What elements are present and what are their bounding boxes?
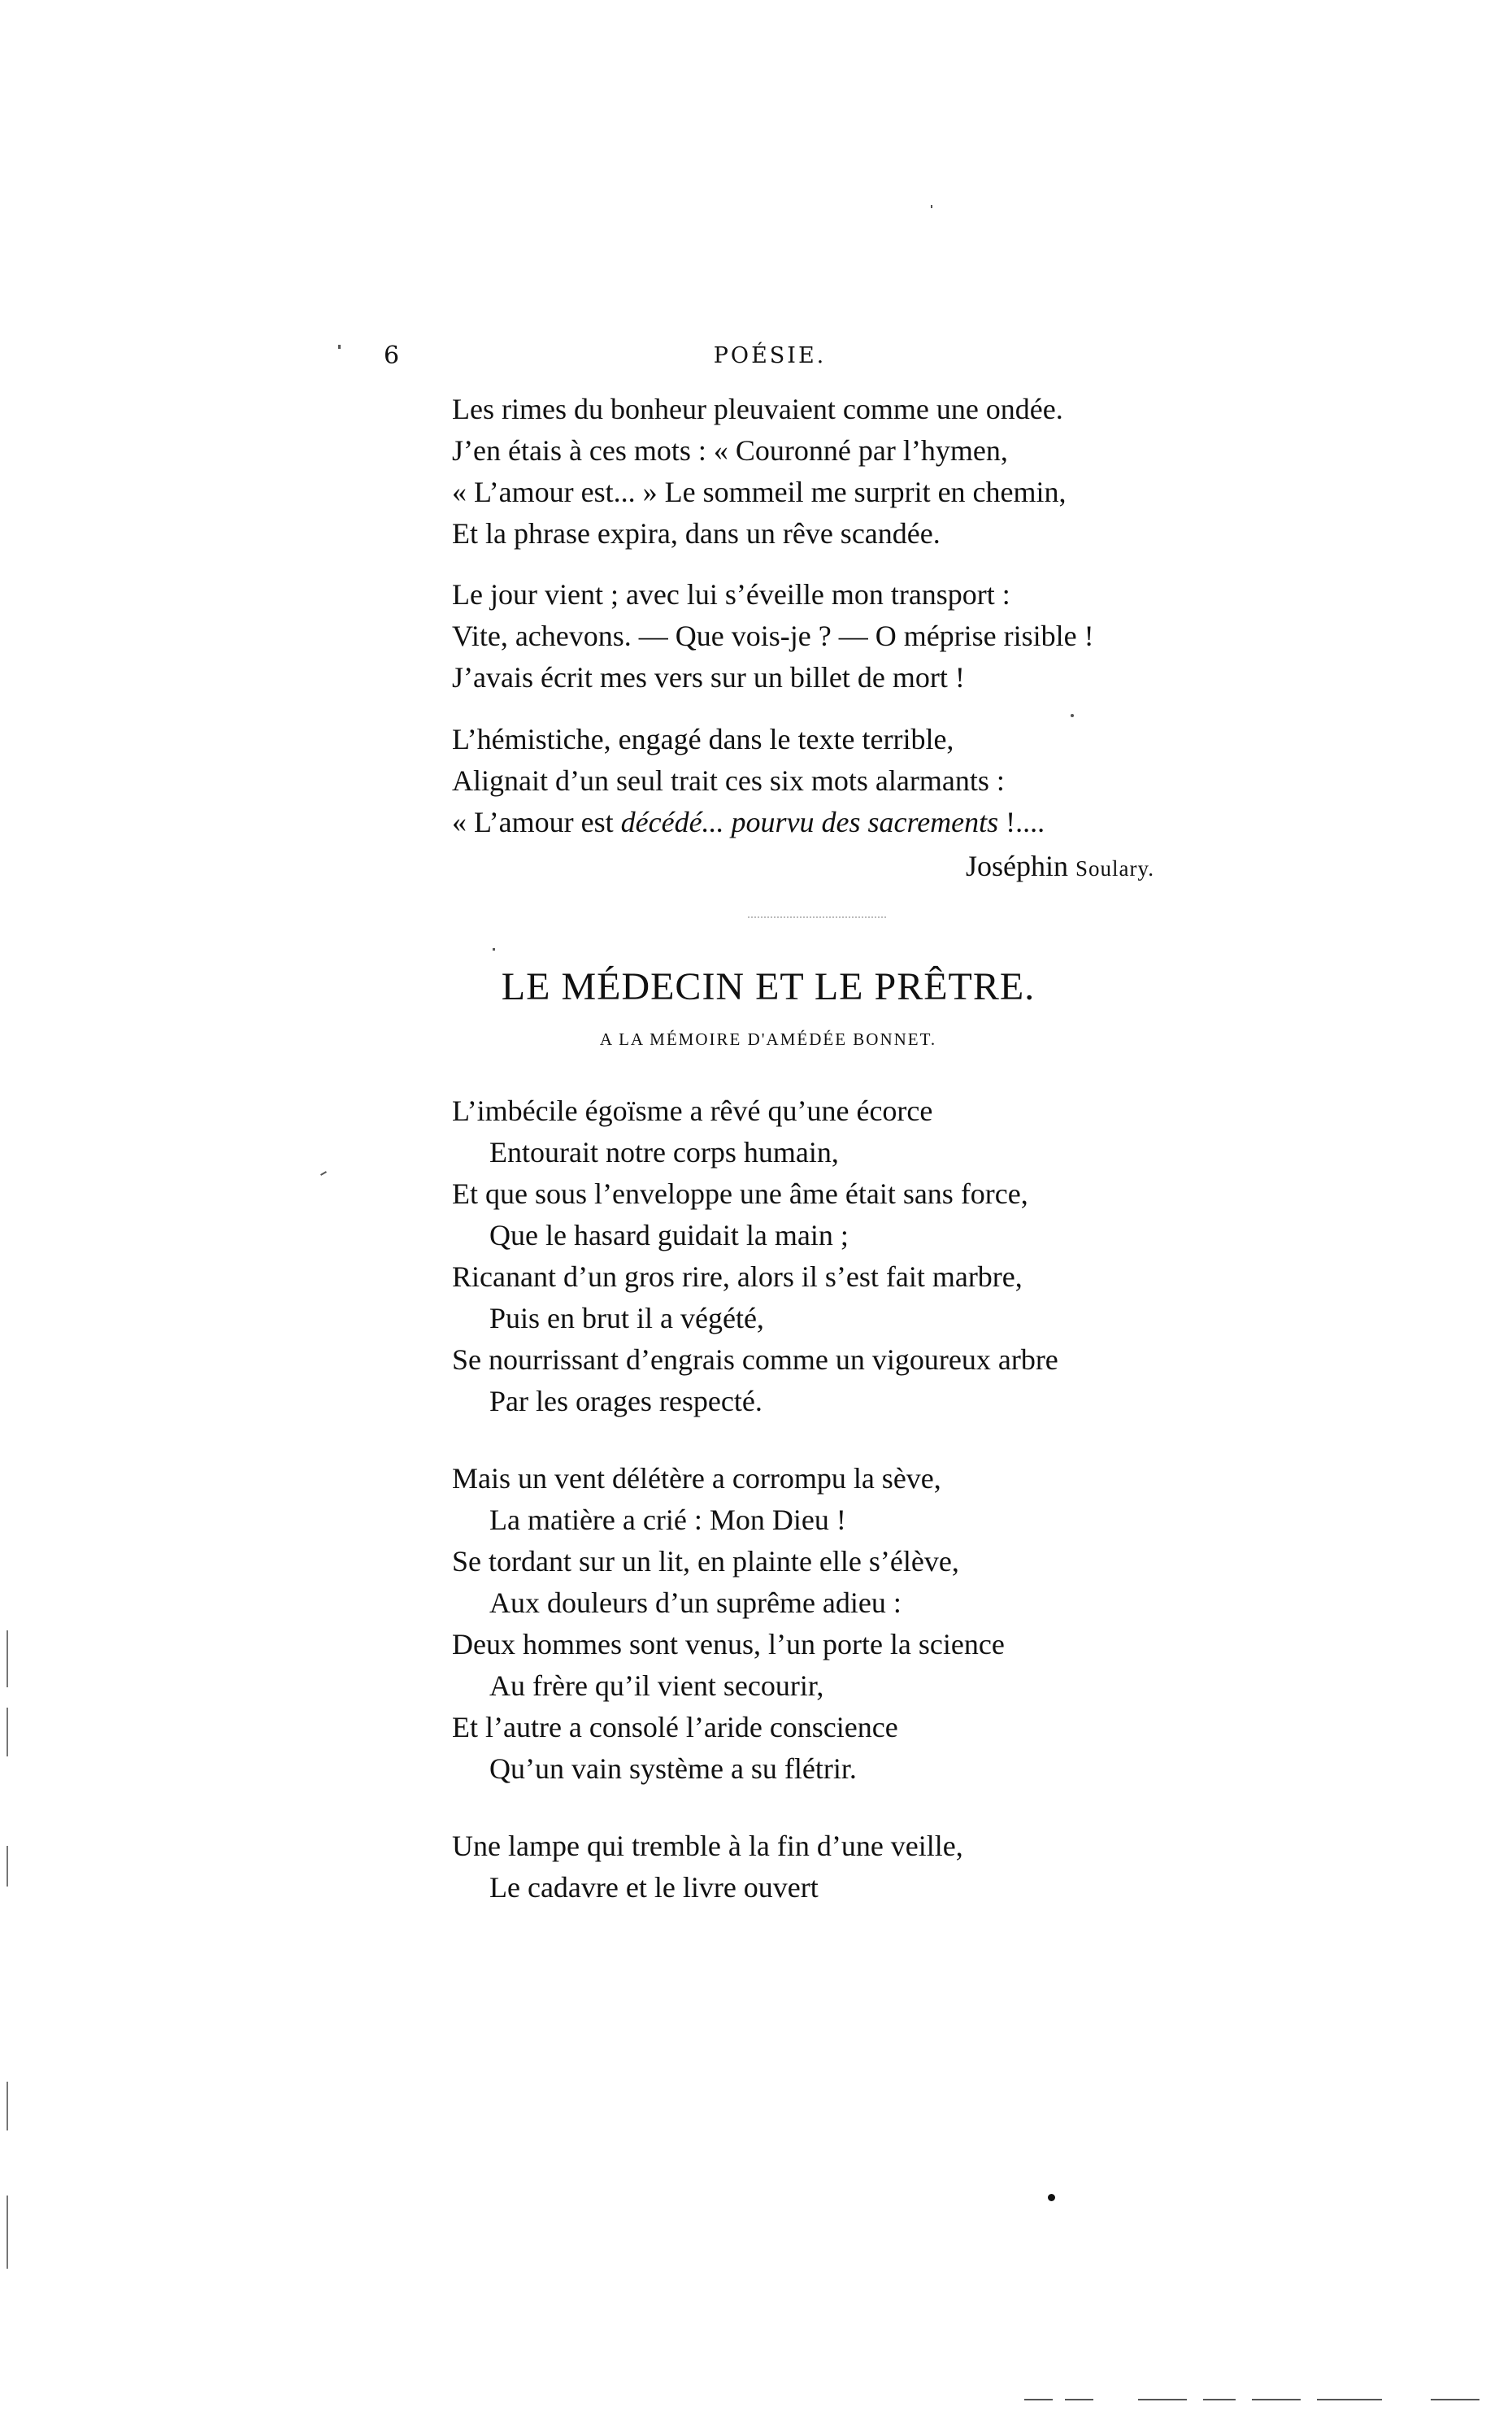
scan-edge-line [7,2082,8,2130]
verse-line: Les rimes du bonheur pleuvaient comme une ondée. [452,393,1063,425]
poem2-stanza-3 [452,1826,963,1908]
verse-line-indented: Entourait notre corps humain, [489,1136,839,1169]
verse-line: J’avais écrit mes vers sur un billet de mort ! [452,661,965,694]
scan-speck [1048,2194,1055,2201]
scan-edge-line [1317,2399,1382,2400]
verse-line: J’en étais à ces mots : « Couronné par l’hymen, [452,434,1008,467]
verse-line: Mais un vent délétère a corrompu la sève, [452,1462,941,1495]
verse-text: !.... [998,806,1045,838]
author-first-name: Joséphin [966,850,1075,882]
scan-speck [338,345,341,349]
verse-line: L’hémistiche, engagé dans le texte terrible, [452,723,954,755]
poem1-stanza-2 [452,574,1094,698]
verse-line-indented: Le cadavre et le livre ouvert [489,1871,819,1904]
verse-line: Deux hommes sont venus, l’un porte la science [452,1628,1005,1660]
scan-speck [931,205,932,208]
scan-speck [320,1171,327,1176]
poem2-stanza-1 [452,1090,1058,1422]
running-head: POÉSIE. [713,343,827,368]
verse-line: Et l’autre a consolé l’aride conscience [452,1711,898,1743]
poem1-stanza-1 [452,389,1067,555]
verse-line-indented: Que le hasard guidait la main ; [489,1219,849,1251]
poem1-stanza-3 [452,719,1045,843]
scan-edge-line [7,1846,8,1887]
poem-dedication: A LA MÉMOIRE D'AMÉDÉE BONNET. [599,1029,937,1049]
verse-line: Alignait d’un seul trait ces six mots alarmants : [452,764,1005,797]
scan-edge-line [7,1630,8,1687]
scan-edge-line [1024,2399,1053,2400]
scan-edge-line [1252,2399,1301,2400]
verse-line-indented: La matière a crié : Mon Dieu ! [489,1504,846,1536]
verse-line: Le jour vient ; avec lui s’éveille mon transport : [452,578,1010,611]
verse-line-indented: Puis en brut il a végété, [489,1302,764,1334]
verse-line: Une lampe qui tremble à la fin d’une veille, [452,1830,963,1862]
verse-line: Et que sous l’enveloppe une âme était sans force, [452,1177,1028,1210]
scan-speck [1071,714,1074,717]
page-header [384,342,1156,374]
verse-line: Se tordant sur un lit, en plainte elle s’élève, [452,1545,959,1578]
author-last-name: Soulary. [1075,856,1154,881]
author-signature [894,849,1154,883]
page-number: 6 [384,342,400,370]
verse-line: « L’amour est... » Le sommeil me surprit en chemin, [452,476,1067,508]
verse-line-last [452,802,1045,843]
scan-edge-line [7,2196,8,2269]
verse-line-indented: Au frère qu’il vient secourir, [489,1669,824,1702]
verse-line: Se nourrissant d’engrais comme un vigoureux arbre [452,1343,1058,1376]
verse-line: Et la phrase expira, dans un rêve scandée. [452,517,941,550]
scan-speck [493,948,495,951]
section-divider [748,916,886,918]
verse-line: Vite, achevons. — Que vois-je ? — O méprise risible ! [452,620,1094,652]
scan-edge-line [1138,2399,1187,2400]
scan-edge-line [1431,2399,1479,2400]
poem2-stanza-2 [452,1458,1005,1790]
verse-line: Ricanant d’un gros rire, alors il s’est fait marbre, [452,1260,1023,1293]
scan-edge-line [1065,2399,1093,2400]
scan-edge-line [7,1708,8,1756]
verse-italic-text: décédé... pourvu des sacrements [620,806,999,838]
poem-title: LE MÉDECIN ET LE PRÊTRE. [501,965,1036,1008]
verse-line: L’imbécile égoïsme a rêvé qu’une écorce [452,1095,933,1127]
verse-line-indented: Aux douleurs d’un suprême adieu : [489,1586,902,1619]
scan-edge-line [1203,2399,1236,2400]
verse-line-indented: Qu’un vain système a su flétrir. [489,1752,857,1785]
verse-text: « L’amour est [452,806,621,838]
verse-line-indented: Par les orages respecté. [489,1385,763,1417]
